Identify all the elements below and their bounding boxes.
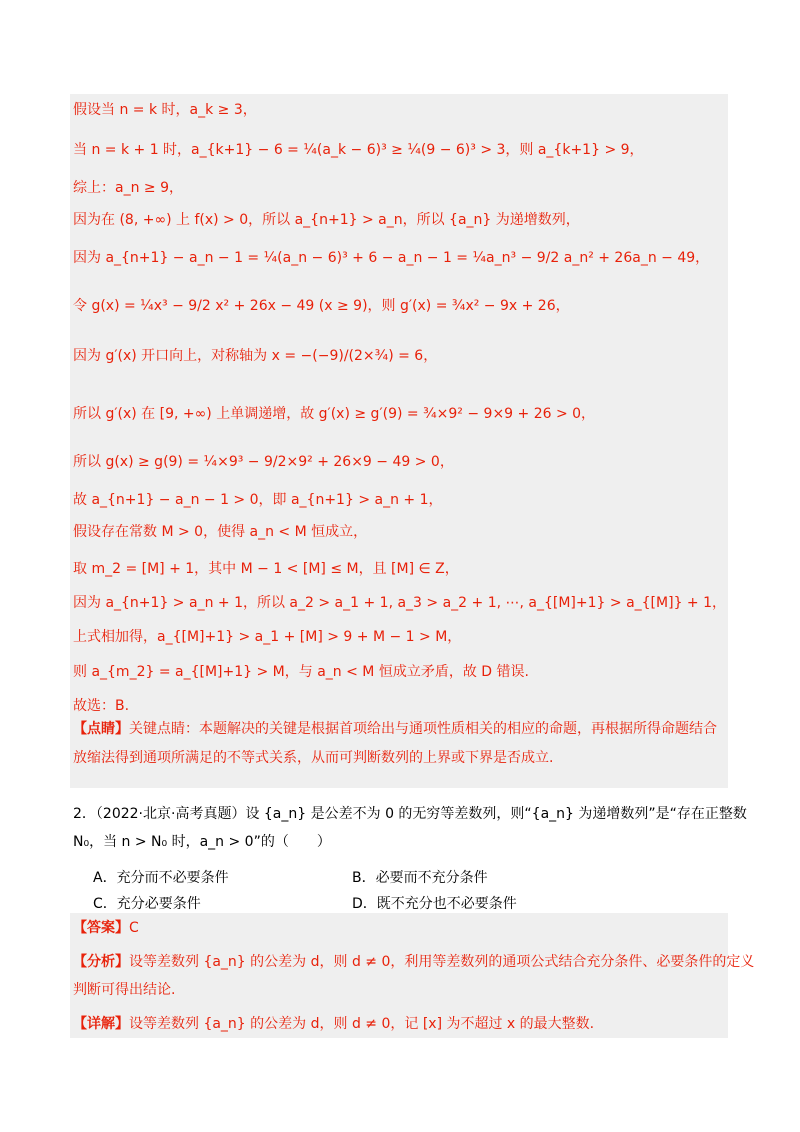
option-c[interactable] xyxy=(93,894,201,914)
question-source: （2022·北京·高考真题） xyxy=(95,806,246,822)
analysis-text-1: 设等差数列 {a_n} 的公差为 d，则 d ≠ 0，利用等差数列的通项公式结合充分条件、必要条件的定义 xyxy=(129,954,755,970)
solution-block xyxy=(70,94,728,788)
note-text-1: 关键点睛：本题解决的关键是根据首项给出与通项性质相关的相应的命题，再根据所得命题结合 xyxy=(129,721,717,737)
answer-line xyxy=(73,918,139,938)
analysis-tag: 【分析】 xyxy=(73,954,129,970)
detail-line xyxy=(73,1014,594,1034)
option-a[interactable] xyxy=(93,868,229,888)
detail-text: 设等差数列 {a_n} 的公差为 d，则 d ≠ 0，记 [x] 为不超过 x 的最大整数. xyxy=(129,1016,595,1032)
note-tag: 【点睛】 xyxy=(73,721,129,737)
solution-line-16: 故选：B. xyxy=(73,698,130,714)
option-a-text: 充分而不必要条件 xyxy=(116,870,229,886)
answer-tag: 【答案】 xyxy=(73,920,129,936)
solution-line-8: 所以 g′(x) 在 [9, +∞) 上单调递增，故 g′(x) ≥ g′(9) = ¾×9² − 9×9 + 26 > 0， xyxy=(73,406,596,422)
analysis-line-2: 判断可得出结论. xyxy=(73,982,176,998)
solution-line-14: 上式相加得，a_{[M]+1} > a_1 + [M] > 9 + M − 1 > M， xyxy=(73,629,462,645)
option-d[interactable] xyxy=(352,894,517,914)
option-c-key: C． xyxy=(93,896,117,912)
option-d-key: D． xyxy=(352,896,377,912)
note-line-1 xyxy=(73,719,717,739)
note-line-2: 放缩法得到通项所满足的不等式关系，从而可判断数列的上界或下界是否成立. xyxy=(73,750,554,766)
solution-line-3: 综上：a_n ≥ 9， xyxy=(73,180,183,196)
option-b-key: B． xyxy=(352,870,376,886)
option-a-key: A． xyxy=(93,870,117,886)
solution-line-7: 因为 g′(x) 开口向上，对称轴为 x = −(−9)/(2×¾) = 6， xyxy=(73,348,438,364)
option-b[interactable] xyxy=(352,868,488,888)
question-stem-text-1: 设 {a_n} 是公差不为 0 的无穷等差数列，则“{a_n} 为递增数列”是“存在正整数 xyxy=(245,806,747,822)
solution-line-13: 因为 a_{n+1} > a_n + 1，所以 a_2 > a_1 + 1, a_3 > a_2 + 1, ⋯, a_{[M]+1} > a_{[M]} + 1， xyxy=(73,595,727,611)
option-d-text: 既不充分也不必要条件 xyxy=(376,896,517,912)
question-stem-1 xyxy=(73,804,747,824)
solution-line-9: 所以 g(x) ≥ g(9) = ¼×9³ − 9/2×9² + 26×9 − 49 > 0， xyxy=(73,454,454,470)
question-number: 2． xyxy=(73,806,96,822)
analysis-line-1 xyxy=(73,952,754,972)
detail-tag: 【详解】 xyxy=(73,1016,129,1032)
option-c-text: 充分必要条件 xyxy=(116,896,201,912)
solution-line-11: 假设存在常数 M > 0，使得 a_n < M 恒成立， xyxy=(73,524,368,540)
option-b-text: 必要而不充分条件 xyxy=(375,870,488,886)
solution-line-2: 当 n = k + 1 时，a_{k+1} − 6 = ¼(a_k − 6)³ ≥ ¼(9 − 6)³ > 3，则 a_{k+1} > 9， xyxy=(73,142,644,158)
solution-line-12: 取 m_2 = [M] + 1，其中 M − 1 < [M] ≤ M，且 [M] ∈ Z， xyxy=(73,561,459,577)
question-stem-2: N₀，当 n > N₀ 时，a_n > 0”的（ ） xyxy=(73,834,331,850)
solution-line-10: 故 a_{n+1} − a_n − 1 > 0，即 a_{n+1} > a_n + 1， xyxy=(73,492,443,508)
solution-line-4: 因为在 (8, +∞) 上 f(x) > 0，所以 a_{n+1} > a_n，所以 {a_n} 为递增数列， xyxy=(73,212,580,228)
answer-value: C xyxy=(129,920,139,936)
solution-line-6: 令 g(x) = ¼x³ − 9/2 x² + 26x − 49 (x ≥ 9)，则 g′(x) = ¾x² − 9x + 26， xyxy=(73,298,570,314)
solution-line-5: 因为 a_{n+1} − a_n − 1 = ¼(a_n − 6)³ + 6 − a_n − 1 = ¼a_n³ − 9/2 a_n² + 26a_n − 49， xyxy=(73,250,710,266)
solution-line-1: 假设当 n = k 时，a_k ≥ 3， xyxy=(73,102,257,118)
solution-line-15: 则 a_{m_2} = a_{[M]+1} > M，与 a_n < M 恒成立矛盾，故 D 错误. xyxy=(73,664,529,680)
